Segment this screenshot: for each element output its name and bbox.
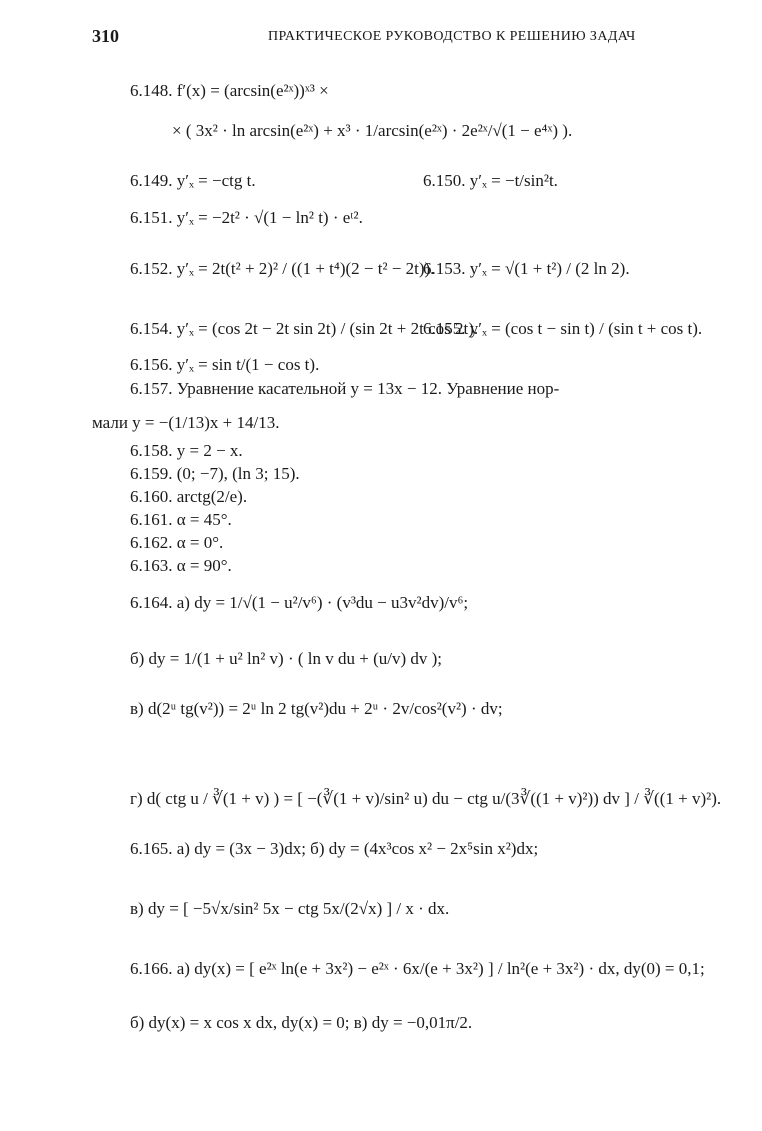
answer-6-166-a: 6.166. а) dy(x) = [ e²ˣ ln(e + 3x²) − e²ˣ · 6x/(e + 3x²) ] / ln²(e + 3x²) · dx, dy(0) = 0,1; [130, 959, 705, 978]
page-number: 310 [92, 26, 119, 46]
answer-6-162: 6.162. α = 0°. [130, 533, 224, 552]
answer-6-158: 6.158. y = 2 − x. [130, 441, 243, 460]
answer-6-161: 6.161. α = 45°. [130, 510, 232, 529]
answer-6-157-line1: 6.157. Уравнение касательной y = 13x − 12. Уравнение нор- [130, 379, 560, 398]
answer-6-165-b: в) dy = [ −5√x/sin² 5x − ctg 5x/(2√x) ] / x · dx. [130, 899, 450, 918]
answer-6-164-b: б) dy = 1/(1 + u² ln² v) · ( ln v du + (u/v) dv ); [130, 649, 443, 668]
answer-6-151: 6.151. y′ₓ = −2t² · √(1 − ln² t) · eᵗ². [130, 208, 363, 227]
running-title: ПРАКТИЧЕСКОЕ РУКОВОДСТВО К РЕШЕНИЮ ЗАДАЧ [268, 29, 636, 44]
answer-6-153: 6.153. y′ₓ = √(1 + t²) / (2 ln 2). [423, 259, 630, 278]
answer-6-164-a: 6.164. а) dy = 1/√(1 − u²/v⁶) · (v³du − u3v²dv)/v⁶; [130, 593, 469, 612]
answer-6-164-c: в) d(2ᵘ tg(v²)) = 2ᵘ ln 2 tg(v²)du + 2ᵘ · 2v/cos²(v²) · dv; [130, 699, 503, 718]
answer-6-165-a: 6.165. а) dy = (3x − 3)dx; б) dy = (4x³cos x² − 2x⁵sin x²)dx; [130, 839, 539, 858]
answer-6-148-line2: × ( 3x² · ln arcsin(e²ˣ) + x³ · 1/arcsin(e²ˣ) · 2e²ˣ/√(1 − e⁴ˣ) ). [172, 121, 573, 140]
answer-6-166-b: б) dy(x) = x cos x dx, dy(x) = 0; в) dy = −0,01π/2. [130, 1013, 473, 1032]
answer-6-149: 6.149. y′ₓ = −ctg t. [130, 171, 256, 190]
answer-6-155: 6.155. y′ₓ = (cos t − sin t) / (sin t + cos t). [423, 319, 703, 338]
answer-6-159: 6.159. (0; −7), (ln 3; 15). [130, 464, 300, 483]
answer-6-152: 6.152. y′ₓ = 2t(t² + 2)² / ((1 + t⁴)(2 − t² − 2t)). [130, 259, 435, 278]
answer-6-150: 6.150. y′ₓ = −t/sin²t. [423, 171, 558, 190]
answer-6-157-line2: мали y = −(1/13)x + 14/13. [92, 413, 280, 432]
answer-6-164-d: г) d( ctg u / ∛(1 + v) ) = [ −(∛(1 + v)/sin² u) du − ctg u/(3∛((1 + v)²)) dv ] / ∛((1 + v)²). [130, 789, 722, 808]
answer-6-148-line1: 6.148. f′(x) = (arcsin(e²ˣ))ˣ³ × [130, 81, 329, 100]
answer-6-160: 6.160. arctg(2/e). [130, 487, 248, 506]
answer-6-156: 6.156. y′ₓ = sin t/(1 − cos t). [130, 355, 320, 374]
answer-6-163: 6.163. α = 90°. [130, 556, 232, 575]
answer-6-154: 6.154. y′ₓ = (cos 2t − 2t sin 2t) / (sin 2t + 2t cos 2t). [130, 319, 479, 338]
